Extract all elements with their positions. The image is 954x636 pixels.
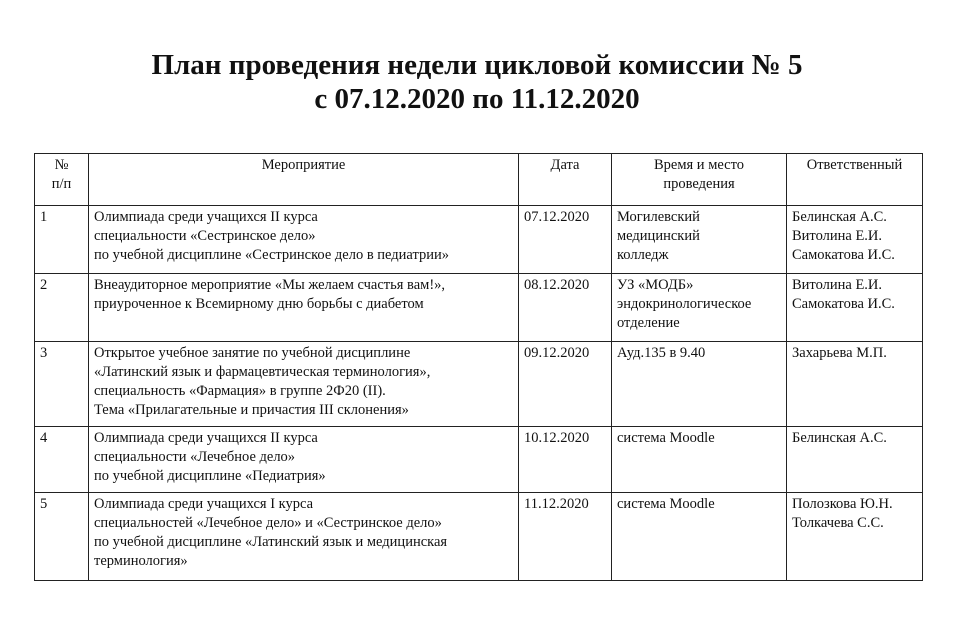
table-row	[35, 206, 923, 274]
cell-place	[612, 342, 787, 427]
cell-responsible	[787, 342, 923, 427]
cell-date: 07.12.2020	[519, 206, 612, 274]
cell-responsible-line: Самокатова И.С.	[792, 296, 895, 312]
header-date: Дата	[519, 154, 612, 206]
cell-event-line: «Латинский язык и фармацевтическая терминология»,	[94, 364, 431, 380]
cell-event-line: специальности «Сестринское дело»	[94, 228, 316, 244]
plan-table	[34, 153, 923, 581]
cell-place	[612, 427, 787, 493]
header-place	[612, 154, 787, 206]
cell-event-line: специальности «Лечебное дело»	[94, 449, 296, 465]
header-place-line: проведения	[663, 176, 735, 192]
cell-event-line: Тема «Прилагательные и причастия III склонения»	[94, 402, 409, 418]
cell-place-line: Могилевский	[617, 209, 700, 225]
cell-responsible	[787, 493, 923, 581]
cell-event	[89, 342, 519, 427]
cell-responsible	[787, 274, 923, 342]
cell-place	[612, 274, 787, 342]
cell-number: 4	[35, 427, 89, 493]
table-row	[35, 274, 923, 342]
cell-responsible-line: Белинская А.С.	[792, 209, 887, 225]
header-responsible: Ответственный	[787, 154, 923, 206]
header-event: Мероприятие	[89, 154, 519, 206]
cell-event	[89, 206, 519, 274]
cell-place-line: медицинский	[617, 228, 700, 244]
cell-place-line: отделение	[617, 315, 680, 331]
cell-responsible-line: Белинская А.С.	[792, 430, 887, 446]
cell-place-line: эндокринологическое	[617, 296, 752, 312]
cell-number: 1	[35, 206, 89, 274]
cell-event-line: по учебной дисциплине «Педиатрия»	[94, 468, 326, 484]
cell-place-line: колледж	[617, 247, 669, 263]
table-body	[35, 206, 923, 581]
cell-place-line: система Moodle	[617, 430, 715, 446]
cell-event-line: терминология»	[94, 553, 188, 569]
cell-event-line: по учебной дисциплине «Сестринское дело в педиатрии»	[94, 247, 450, 263]
table-row	[35, 493, 923, 581]
cell-event-line: Открытое учебное занятие по учебной дисциплине	[94, 345, 411, 361]
cell-place-line: УЗ «МОДБ»	[617, 277, 694, 293]
cell-place	[612, 493, 787, 581]
cell-responsible-line: Витолина Е.И.	[792, 228, 883, 244]
cell-event	[89, 493, 519, 581]
table-row	[35, 427, 923, 493]
cell-responsible	[787, 427, 923, 493]
page-title	[0, 48, 954, 116]
cell-event	[89, 427, 519, 493]
header-place-line: Время и место	[653, 157, 745, 173]
cell-event-line: Олимпиада среди учащихся II курса	[94, 430, 318, 446]
cell-event-line: по учебной дисциплине «Латинский язык и медицинская	[94, 534, 448, 550]
header-number-line: п/п	[51, 176, 72, 192]
cell-date: 08.12.2020	[519, 274, 612, 342]
cell-event-line: специальность «Фармация» в группе 2Ф20 (II).	[94, 383, 386, 399]
cell-responsible	[787, 206, 923, 274]
cell-responsible-line: Толкачева С.С.	[792, 515, 884, 531]
cell-number: 2	[35, 274, 89, 342]
cell-date: 10.12.2020	[519, 427, 612, 493]
cell-event-line: специальностей «Лечебное дело» и «Сестринское дело»	[94, 515, 442, 531]
cell-event-line: Внеаудиторное мероприятие «Мы желаем счастья вам!»,	[94, 277, 446, 293]
header-number-line: №	[54, 157, 69, 173]
cell-date: 11.12.2020	[519, 493, 612, 581]
cell-event	[89, 274, 519, 342]
table-row	[35, 342, 923, 427]
cell-responsible-line: Витолина Е.И.	[792, 277, 883, 293]
cell-event-line: приуроченное к Всемирному дню борьбы с диабетом	[94, 296, 424, 312]
header-number	[35, 154, 89, 206]
cell-place-line: Ауд.135 в 9.40	[617, 345, 706, 361]
cell-number: 5	[35, 493, 89, 581]
title-line-1: План проведения недели цикловой комиссии № 5	[151, 49, 803, 81]
cell-place-line: система Moodle	[617, 496, 715, 512]
cell-place	[612, 206, 787, 274]
table-header-row	[35, 154, 923, 206]
cell-event-line: Олимпиада среди учащихся II курса	[94, 209, 318, 225]
cell-date: 09.12.2020	[519, 342, 612, 427]
title-line-2: с 07.12.2020 по 11.12.2020	[314, 83, 640, 115]
cell-responsible-line: Самокатова И.С.	[792, 247, 895, 263]
cell-responsible-line: Полозкова Ю.Н.	[792, 496, 893, 512]
cell-number: 3	[35, 342, 89, 427]
cell-event-line: Олимпиада среди учащихся I курса	[94, 496, 314, 512]
cell-responsible-line: Захарьева М.П.	[792, 345, 887, 361]
